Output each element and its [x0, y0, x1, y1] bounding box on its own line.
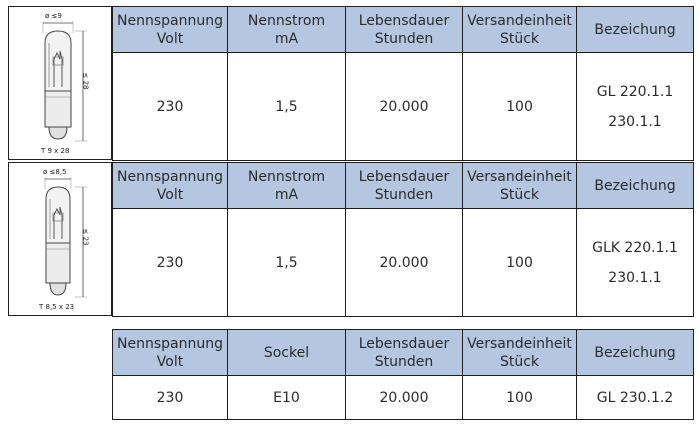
value-row — [113, 209, 694, 317]
spec-table-2 — [112, 162, 694, 317]
bulb-caption: T 8,5 x 23 — [39, 303, 75, 311]
header-cell: Lebensdauer Stunden — [346, 163, 463, 209]
designation-cell: GL 230.1.2 — [577, 376, 694, 420]
length-label: ≤ 23 — [81, 228, 90, 246]
value-cell: 100 — [463, 53, 577, 161]
value-row — [113, 376, 694, 420]
header-row — [113, 7, 694, 53]
header-cell: Nennstrom mA — [228, 7, 346, 53]
value-cell: 20.000 — [346, 53, 463, 161]
header-cell: Versandeinheit Stück — [463, 330, 577, 376]
bulb-icon — [33, 177, 93, 301]
header-cell: Versandeinheit Stück — [463, 163, 577, 209]
value-cell: 230 — [113, 53, 228, 161]
header-cell: Sockel — [228, 330, 346, 376]
value-cell: 20.000 — [346, 209, 463, 317]
length-label: ≤ 28 — [81, 72, 90, 90]
bulb-icon — [33, 21, 93, 145]
diameter-label: ø ≤9 — [45, 12, 62, 20]
designation-cell: GL 220.1.1 230.1.1 — [577, 53, 694, 161]
value-cell: 1,5 — [228, 209, 346, 317]
value-cell: 100 — [463, 376, 577, 420]
value-cell: 1,5 — [228, 53, 346, 161]
header-cell: Bezeichung — [577, 330, 694, 376]
product-image-1 — [8, 6, 112, 160]
value-cell: 230 — [113, 209, 228, 317]
diameter-label: ø ≤8,5 — [43, 168, 67, 176]
header-cell: Nennspannung Volt — [113, 7, 228, 53]
header-cell: Versandeinheit Stück — [463, 7, 577, 53]
header-cell: Nennspannung Volt — [113, 163, 228, 209]
header-row — [113, 330, 694, 376]
spec-table-1 — [112, 6, 694, 161]
value-cell: E10 — [228, 376, 346, 420]
product-image-2 — [8, 162, 112, 316]
header-row — [113, 163, 694, 209]
header-cell: Bezeichung — [577, 163, 694, 209]
header-cell: Lebensdauer Stunden — [346, 7, 463, 53]
header-cell: Nennstrom mA — [228, 163, 346, 209]
header-cell: Bezeichung — [577, 7, 694, 53]
designation-cell: GLK 220.1.1 230.1.1 — [577, 209, 694, 317]
header-cell: Nennspannung Volt — [113, 330, 228, 376]
value-cell: 100 — [463, 209, 577, 317]
value-cell: 20.000 — [346, 376, 463, 420]
bulb-caption: T 9 x 28 — [41, 147, 70, 155]
value-cell: 230 — [113, 376, 228, 420]
header-cell: Lebensdauer Stunden — [346, 330, 463, 376]
spec-table-3 — [112, 329, 694, 420]
value-row — [113, 53, 694, 161]
